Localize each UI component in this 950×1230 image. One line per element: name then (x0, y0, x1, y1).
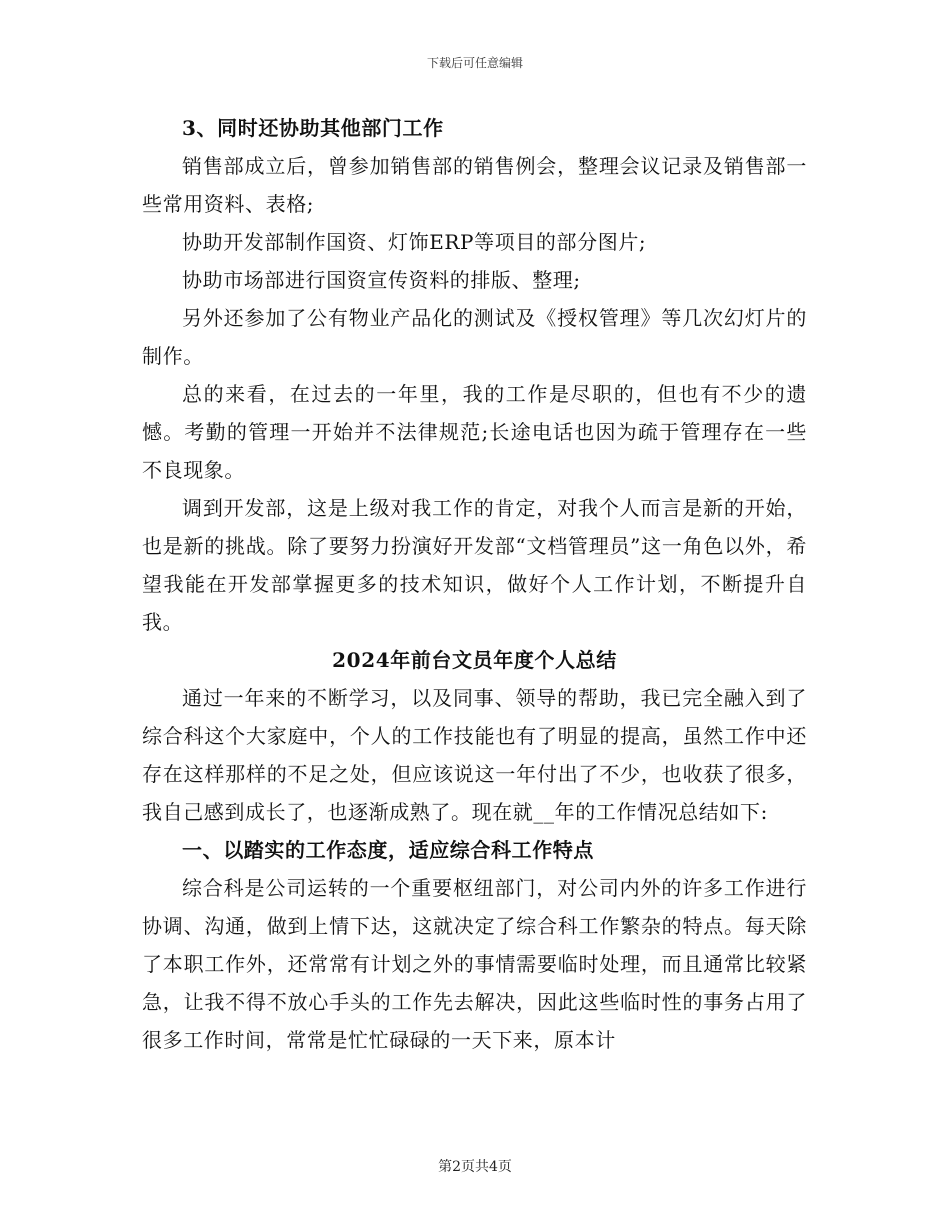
paragraph: 综合科是公司运转的一个重要枢纽部门，对公司内外的许多工作进行协调、沟通，做到上情下达，这就决定了综合科工作繁杂的特点。每天除了本职工作外，还常常有计划之外的事情需要临时处理，而且通常比较紧急，让我不得不放心手头的工作先去解决，因此这些临时性的事务占用了很多工作时间，常常是忙忙碌碌的一天下来，原本计 (142, 876, 807, 1052)
section-heading: 一、以踏实的工作态度，适应综合科工作特点 (182, 838, 594, 862)
page-header: 下载后可任意编辑 (426, 56, 523, 70)
document-title: 2024年前台文员年度个人总结 (332, 648, 617, 672)
paragraph: 另外还参加了公有物业产品化的测试及《授权管理》等几次幻灯片的制作。 (142, 306, 807, 368)
paragraph: 通过一年来的不断学习，以及同事、领导的帮助，我已完全融入到了综合科这个大家庭中，个人的工作技能也有了明显的提高，虽然工作中还存在这样那样的不足之处，但应该说这一年付出了不少，也收获了很多，我自己感到成长了，也逐渐成熟了。现在就__年的工作情况总结如下: (142, 686, 807, 824)
page-number: 第2页共4页 (438, 1159, 512, 1175)
paragraph: 总的来看，在过去的一年里，我的工作是尽职的，但也有不少的遗憾。考勤的管理一开始并不法律规范;长途电话也因为疏于管理存在一些不良现象。 (142, 382, 807, 482)
paragraph: 销售部成立后，曾参加销售部的销售例会，整理会议记录及销售部一些常用资料、表格; (142, 154, 807, 216)
document-body (142, 109, 807, 1059)
paragraph: 协助市场部进行国资宣传资料的排版、整理; (182, 268, 581, 292)
paragraph: 协助开发部制作国资、灯饰ERP等项目的部分图片; (182, 230, 647, 254)
section-heading: 3、同时还协助其他部门工作 (182, 116, 444, 140)
paragraph: 调到开发部，这是上级对我工作的肯定，对我个人而言是新的开始，也是新的挑战。除了要努力扮演好开发部“文档管理员”这一角色以外，希望我能在开发部掌握更多的技术知识，做好个人工作计划，不断提升自我。 (142, 496, 807, 634)
